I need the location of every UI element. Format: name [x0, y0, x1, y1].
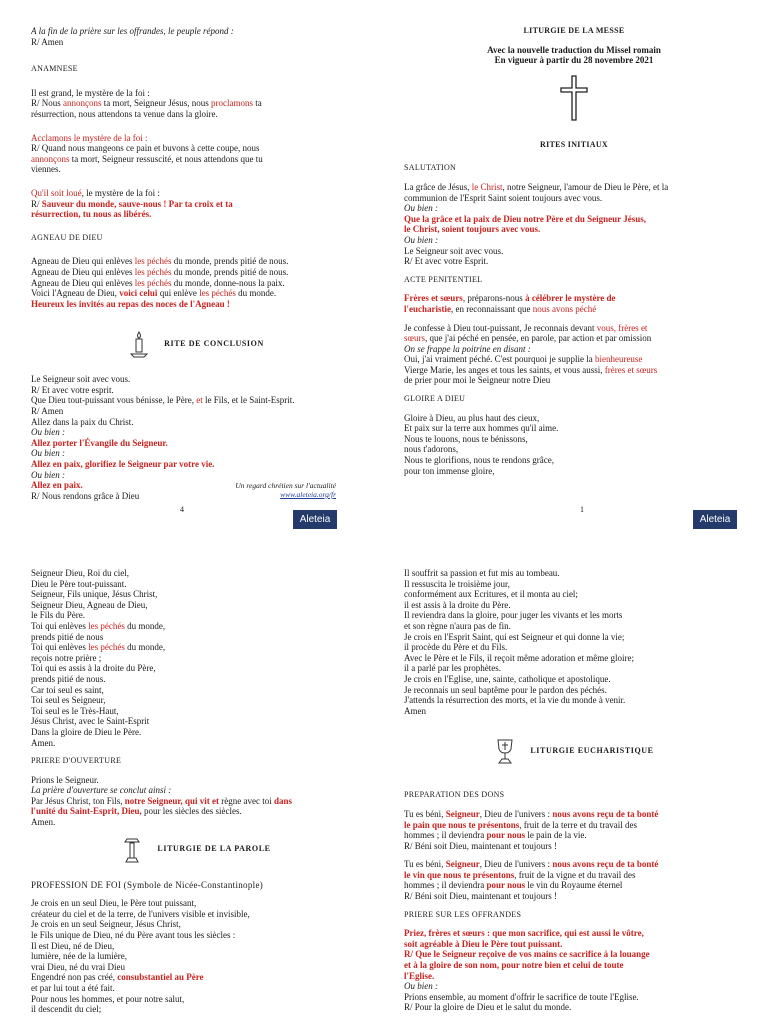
document-title: LITURGIE DE LA MESSE: [523, 26, 625, 35]
credo-cont-line: Il souffrit sa passion et fut mis au tombeau.: [404, 568, 560, 578]
gloire-cont-line: Dieu le Père tout-puissant.: [31, 578, 127, 589]
dons-pain-line-2: le pain que nous te présentons, fruit de la terre et du travail des: [404, 819, 637, 830]
confesse-rubric: On se frappe la poitrine en disant :: [404, 343, 531, 354]
anamnese-heading: ANAMNESE: [31, 64, 78, 74]
gloire-cont-line: Toi qui es assis à la droite du Père,: [31, 663, 156, 674]
offrandes-intro: A la fin de la prière sur les offrandes, le peuple répond :: [31, 26, 234, 36]
sauveur-line-2: résurrection, tu nous as libérés.: [31, 209, 152, 220]
credo-line: vrai Dieu, né du vrai Dieu: [31, 961, 125, 972]
gloire-cont-line: Toi seul es Seigneur,: [31, 695, 106, 706]
page-number: 1: [580, 505, 584, 514]
gloire-cont-line: Amen.: [31, 737, 56, 748]
gloire-line: Nous te glorifions, nous te rendons grâce,: [404, 455, 554, 466]
credo-line: Il est Dieu, né de Dieu,: [31, 940, 115, 951]
ou-bien-label: Ou bien :: [31, 448, 65, 459]
ou-bien-label: Ou bien :: [31, 469, 65, 480]
credo-line: Pour nous les hommes, et pour notre salut,: [31, 993, 185, 1004]
page-number: 4: [180, 505, 184, 514]
credo-cont-line: Je reconnais un seul baptême pour le pardon des péchés.: [404, 684, 607, 695]
dons-pain-line-1: Tu es béni, Seigneur, Dieu de l'univers : nous avons reçu de ta bonté: [404, 808, 659, 819]
salutation-line-2: communion de l'Esprit Saint soient toujours avec vous.: [404, 192, 603, 203]
dons-pain-line-4: R/ Béni soit Dieu, maintenant et toujours !: [404, 840, 557, 851]
conclusion-line-4: R/ Amen: [31, 406, 64, 417]
dons-vin-line-2: le vin que nous te présentons, fruit de la vigne et du travail des: [404, 869, 636, 880]
ou-bien-label: Ou bien :: [404, 981, 438, 992]
gloire-cont-line: reçois notre prière ;: [31, 652, 102, 663]
gloire-cont-line: Seigneur Dieu, Agneau de Dieu,: [31, 599, 148, 610]
credo-line: Je crois en un seul Seigneur, Jésus Christ,: [31, 919, 181, 930]
agneau-line-3: Agneau de Dieu qui enlèves les péchés du monde, donne-nous la paix.: [31, 277, 285, 288]
aleteia-logo: Aleteia: [293, 510, 337, 529]
gloire-line: Nous te louons, nous te bénissons,: [404, 433, 528, 444]
rite-conclusion-section-header: [31, 326, 361, 362]
gloire-cont-line: prends pitié de nous: [31, 631, 104, 642]
gloire-cont-line: le Fils du Père.: [31, 610, 85, 621]
credo-cont-line: Avec le Père et le Fils, il reçoit même adoration et même gloire;: [404, 652, 635, 663]
rites-initiaux-heading: RITES INITIAUX: [540, 139, 608, 149]
ouverture-line-5: Amen.: [31, 817, 56, 828]
credo-cont-line: il procède du Père et du Fils.: [404, 642, 508, 653]
credo-cont-line: Il reviendra dans la gloire, pour juger les vivants et les morts: [404, 610, 623, 621]
aleteia-logo: Aleteia: [693, 510, 737, 529]
acclamons-line-2: R/ Quand nous mangeons ce pain et buvons à cette coupe, nous: [31, 143, 260, 154]
heureux-line: Heureux les invités au repas des noces de l'Agneau !: [31, 298, 230, 309]
gloire-line: pour ton immense gloire,: [404, 465, 495, 476]
priere-offrandes-heading: PRIERE SUR LES OFFRANDES: [404, 909, 522, 919]
lectern-icon: [121, 836, 143, 864]
confesse-line-2: sœurs, que j'ai péché en pensée, en parole, par action et par omission: [404, 333, 652, 344]
conclusion-line-2: R/ Et avec votre esprit.: [31, 384, 114, 395]
dons-vin-line-4: R/ Béni soit Dieu, maintenant et toujours !: [404, 891, 557, 902]
agneau-line-2: Agneau de Dieu qui enlèves les péchés du monde, prends pitié de nous.: [31, 266, 289, 277]
conclusion-line-8: Allez en paix.: [31, 480, 83, 491]
credo-line: lumière, née de la lumière,: [31, 951, 127, 962]
credo-line: et par lui tout a été fait.: [31, 983, 115, 993]
credo-line: Je crois en un seul Dieu, le Père tout puissant,: [31, 898, 197, 909]
offrandes-line-7: R/ Pour la gloire de Dieu et le salut du monde.: [404, 1002, 572, 1013]
gloire-line: nous t'adorons,: [404, 444, 459, 455]
credo-line: créateur du ciel et de la terre, de l'univers visible et invisible,: [31, 908, 250, 919]
ouverture-rubric: La prière d'ouverture se conclut ainsi :: [31, 785, 172, 796]
confesse-line-4: Oui, j'ai vraiment péché. C'est pourquoi je supplie la bienheureuse: [404, 354, 643, 365]
ouverture-line-3: Par Jésus Christ, ton Fils, notre Seigneur, qui vit et règne avec toi dans: [31, 795, 293, 806]
page-4-panel: [31, 26, 361, 526]
dons-vin-line-3: hommes ; il deviendra pour nous le vin du Royaume éternel: [404, 880, 623, 891]
credo-cont-line: il est assis à la droite du Père.: [404, 599, 511, 610]
promo-tagline: Un regard chrétien sur l'actualité: [235, 481, 336, 490]
gloire-cont-line: Car toi seul es saint,: [31, 684, 104, 695]
credo-cont-line: J'attends la résurrection des morts, et la vie du monde à venir.: [404, 695, 626, 706]
gloire-cont-line: Toi qui enlèves les péchés du monde,: [31, 620, 166, 631]
document-effective-date: En vigueur à partir du 28 novembre 2021: [494, 55, 654, 66]
offrandes-amen: R/ Amen: [31, 36, 64, 47]
offrandes-line-4: et à la gloire de son nom, pour notre bien et celui de toute: [404, 960, 624, 971]
offrandes-line-6: Prions ensemble, au moment d'offrir le sacrifice de toute l'Eglise.: [404, 991, 639, 1002]
salutation-line-6: R/ Et avec votre Esprit.: [404, 256, 489, 267]
confesse-line-5: Vierge Marie, les anges et tous les saints, et vous aussi, frères et sœurs: [404, 364, 658, 375]
acte-penitentiel-heading: ACTE PENITENTIEL: [404, 274, 483, 284]
gloire-cont-line: Jésus Christ, avec le Saint-Esprit: [31, 716, 150, 727]
conclusion-line-7: Allez en paix, glorifiez le Seigneur par votre vie.: [31, 459, 215, 470]
candle-icon: [128, 330, 150, 358]
salutation-heading: SALUTATION: [404, 163, 457, 173]
conclusion-line-6: Allez porter l'Évangile du Seigneur.: [31, 437, 168, 448]
credo-cont-line: conformément aux Ecritures, et il monta au ciel;: [404, 589, 578, 600]
dons-pain-line-3: hommes ; il deviendra pour nous le pain de la vie.: [404, 830, 587, 841]
ou-bien-label: Ou bien :: [404, 203, 438, 214]
conclusion-line-5: Allez dans la paix du Christ.: [31, 416, 134, 427]
credo-line: il descendit du ciel;: [31, 1004, 102, 1015]
offrandes-line-2: soit agréable à Dieu le Père tout puissant.: [404, 938, 563, 949]
aleteia-link[interactable]: www.aleteia.org/fr: [280, 490, 336, 499]
anamnese-line-3: résurrection, nous attendons ta venue dans la gloire.: [31, 108, 218, 119]
gloire-cont-line: prends pitié de nous.: [31, 673, 106, 684]
cross-icon: [559, 74, 589, 122]
voici-line: Voici l'Agneau de Dieu, voici celui qui enlève les péchés du monde.: [31, 288, 277, 299]
gloire-heading: GLOIRE A DIEU: [404, 394, 466, 404]
liturgie-parole-section-header: [31, 832, 361, 868]
salutation-line-4: le Christ, soient toujours avec vous.: [404, 224, 541, 235]
chalice-icon: [494, 737, 516, 765]
page-2-panel: [31, 568, 361, 1020]
credo-cont-line: Je crois en l'Esprit Saint, qui est Seigneur et qui donne la vie;: [404, 631, 625, 642]
priere-ouverture-heading: PRIERE D'OUVERTURE: [31, 756, 122, 766]
credo-cont-line: il a parlé par les prophètes.: [404, 663, 501, 674]
ouverture-line-1: Prions le Seigneur.: [31, 774, 99, 785]
offrandes-line-3: R/ Que le Seigneur reçoive de vos mains ce sacrifice à la louange: [404, 949, 650, 960]
anamnese-line-1: Il est grand, le mystère de la foi :: [31, 87, 150, 98]
salutation-line-1: La grâce de Jésus, le Christ, notre Seigneur, l'amour de Dieu le Père, et la: [404, 181, 669, 192]
agneau-line-1: Agneau de Dieu qui enlèves les péchés du monde, prends pitié de nous.: [31, 256, 289, 267]
sauveur-line-1: R/ Sauveur du monde, sauve-nous ! Par ta croix et ta: [31, 198, 233, 209]
credo-cont-line: Amen: [404, 705, 426, 716]
page-3-panel: [404, 568, 744, 1020]
preparation-dons-heading: PREPARATION DES DONS: [404, 790, 505, 800]
gloire-cont-line: Seigneur Dieu, Roi du ciel,: [31, 568, 129, 578]
credo-cont-line: Je crois en l'Eglise, une, sainte, catholique et apostolique.: [404, 673, 611, 684]
confesse-line-6: de prier pour moi le Seigneur notre Dieu: [404, 375, 551, 386]
rite-conclusion-heading: RITE DE CONCLUSION: [164, 338, 264, 348]
liturgie-eucharistique-section-header: [404, 733, 744, 769]
document-subtitle: Avec la nouvelle traduction du Missel romain: [487, 44, 661, 55]
credo-cont-line: et son règne n'aura pas de fin.: [404, 620, 511, 631]
agneau-heading: AGNEAU DE DIEU: [31, 232, 103, 242]
acclamons-title: Acclamons le mystère de la foi :: [31, 132, 148, 143]
dons-vin-line-1: Tu es béni, Seigneur, Dieu de l'univers : nous avons reçu de ta bonté: [404, 859, 659, 870]
gloire-cont-line: Toi qui enlèves les péchés du monde,: [31, 642, 166, 653]
credo-cont-line: Il ressuscita le troisième jour,: [404, 578, 510, 589]
conclusion-line-1: Le Seigneur soit avec vous.: [31, 374, 131, 385]
quil-soit-loue-line: Qu'il soit loué, le mystère de la foi :: [31, 187, 160, 198]
offrandes-line-5: l'Eglise.: [404, 970, 435, 981]
page-1-panel: [404, 26, 744, 526]
salutation-line-3: Que la grâce et la paix de Dieu notre Père et du Seigneur Jésus,: [404, 213, 646, 224]
acclamons-line-3: annonçons ta mort, Seigneur ressuscité, et nous attendons que tu: [31, 153, 263, 164]
acclamons-line-4: viennes.: [31, 164, 61, 175]
offrandes-line-1: Priez, frères et sœurs : que mon sacrifice, qui est aussi le vôtre,: [404, 928, 644, 939]
conclusion-line-9: R/ Nous rendons grâce à Dieu: [31, 490, 140, 501]
confesse-line-1: Je confesse à Dieu tout-puissant, Je reconnais devant vous, frères et: [404, 322, 648, 333]
credo-line: Engendré non pas créé, consubstantiel au Père: [31, 972, 204, 983]
gloire-cont-line: Toi seul es le Très-Haut,: [31, 705, 119, 716]
gloire-cont-line: Seigneur, Fils unique, Jésus Christ,: [31, 589, 158, 600]
gloire-line: Gloire à Dieu, au plus haut des cieux,: [404, 412, 540, 423]
liturgie-eucharistique-heading: LITURGIE EUCHARISTIQUE: [530, 746, 654, 756]
liturgie-parole-heading: LITURGIE DE LA PAROLE: [157, 844, 271, 854]
acte-line-2: l'eucharistie, en reconnaissant que nous avons péché: [404, 303, 597, 314]
ouverture-line-4: l'unité du Saint-Esprit, Dieu, pour les siècles des siècles.: [31, 806, 242, 817]
credo-line: le Fils unique de Dieu, né du Père avant tous les siècles :: [31, 930, 236, 941]
ou-bien-label: Ou bien :: [404, 234, 438, 245]
aleteia-promo: [150, 481, 336, 499]
gloire-line: Et paix sur la terre aux hommes qu'il aime.: [404, 423, 559, 434]
profession-de-foi-heading: PROFESSION DE FOI (Symbole de Nicée-Constantinople): [31, 879, 264, 890]
conclusion-line-3: Que Dieu tout-puissant vous bénisse, le Père, et le Fils, et le Saint-Esprit.: [31, 395, 295, 406]
anamnese-line-2: R/ Nous annonçons ta mort, Seigneur Jésus, nous proclamons ta: [31, 98, 262, 109]
acte-line-1: Frères et sœurs, préparons-nous à célébrer le mystère de: [404, 293, 616, 304]
ou-bien-label: Ou bien :: [31, 427, 65, 438]
salutation-line-5: Le Seigneur soit avec vous.: [404, 245, 504, 256]
gloire-cont-line: Dans la gloire de Dieu le Père.: [31, 726, 142, 737]
